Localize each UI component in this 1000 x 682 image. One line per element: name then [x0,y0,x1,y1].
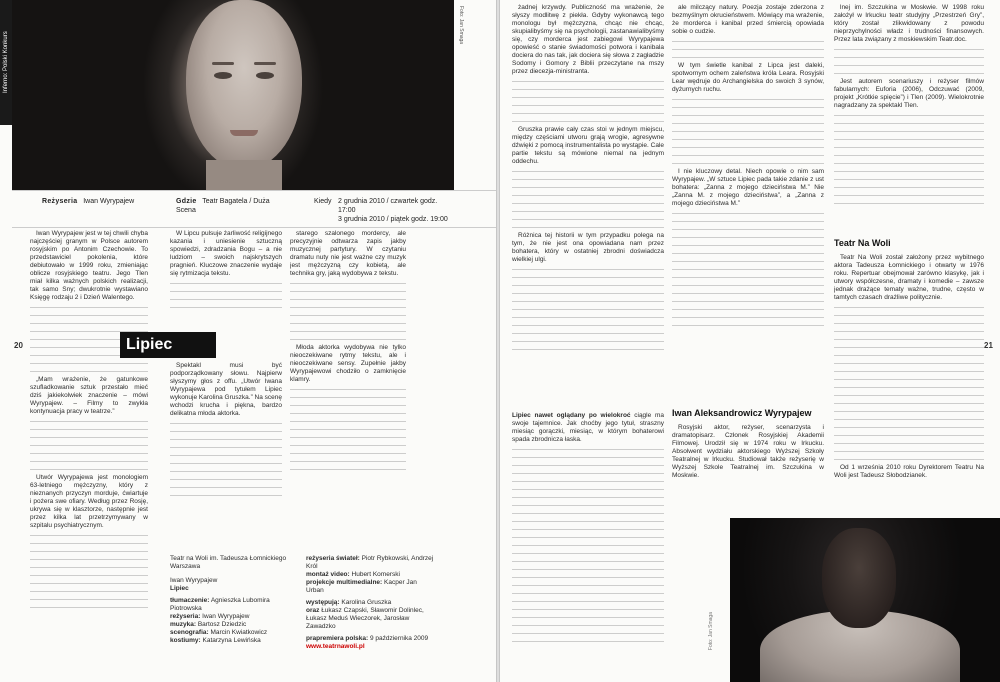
photo-credit: Foto: Jan Smaga [458,6,464,45]
right-column-3: lnej im. Szczukina w Moskwie. W 1998 roku założył w Irkucku teatr studyjny „Przestrzeń Gry”, który został zlikwidowany z powodu nieprzychylności władz i trudności finansowych. Przez lata związany z moskiewskim Teatr.doc. Jest autorem scenariuszy i reżyser filmów fabularnych: Euforia (2006), Odczuwać (2009, projekt „Krótkie spięcie”) i Tlen (2009). Wielokrotnie nagradzany za spektakl Tlen. [834,4,984,244]
article-title: Lipiec [120,332,216,358]
back-photo [730,518,1000,682]
column-1: Iwan Wyrypajew jest w tej chwili chyba najczęściej granym w Polsce autorem rosyjskim po Antonim Czechowie. To przedstawiciel pokolenia, które debiutowało w 1999 roku, zmieniając oblicze rosyjskiego teatru. Jego Tlen miał kilka ważnych polskich realizacji, tak samo Sny; dwukrotnie wystawiano Księgę rodzaju 2 i Dzień Walentego. „Mam wrażenie, że gatunkowe szufladkowanie sztuk przestało mieć dziś jakiekolwiek znaczenie – mówi Wyrypajew. – Filmy to zwykła kontynuacja pracy w teatrze.” Utwór Wyrypajewa jest monologiem 63-letniego mężczyzny, który z nieznanych przyczyn morduje, ćwiartuje i pożera swe ofiary. Według przez Rosję, ukrywa się w klasztorze, następnie jest przez kilka lat przetrzymywany w szpitalu psychiatrycznym. [30,230,148,665]
column-3: starego szalonego mordercy, ale precyzyjnie odtwarza zapis jakby muzycznej partytury. W czytaniu dramatu nuty nie jest ważne czy muzyk jest mężczyzną czy kobietą, ale technika gry, jaką wydobywa z tekstu. Młoda aktorka wydobywa nie tylko nieoczekiwane rytmy tekstu, ale i nieoczekiwane sensy. Zupełnie jakby Wyrypajewowi chodziło o zamknięcie klamry. [290,230,406,548]
left-page [0,0,496,682]
theatre-link[interactable]: www.teatrnawoli.pl [306,643,365,650]
bio-text: Rosyjski aktor, reżyser, scenarzysta i dramatopisarz. Członek Rosyjskiej Akademii Filmowej. Urodził się w 1974 roku w Irkucku. Absolwent wydziału aktorskiego Wyższej Szkoły Teatralnej w Irkucku. Studiował także reżyserię w Wyższej Szkole Teatralnej im. Szczukina w Moskwie. [672,424,824,479]
production-credits-2: reżyseria świateł: Piotr Rybkowski, Andrzej Król montaż video: Hubert Komerski projekcje multimedialne: Kacper Jan Urban występują: Karolina Gruszka oraz Łukasz Czapski, Sławomir Dolinlec, Łukasz Meduś Wieczorek, Jarosław Zawadzko prapremiera polska: 9 października 2009 www.teatrnawoli.pl [306,555,436,651]
date-1: 2 grudnia 2010 / czwartek godz. 17:00 [338,198,438,215]
right-column-1: żadnej krzywdy. Publiczność ma wrażenie, że słyszy modlitwę z piekła. Gdyby wykonawcą tego monologu był mężczyzna, chcąc nie chcąc, skupialibyśmy się na psychologii, zastanawialibyśmy się, czy morderca jest zabiegowi Wyrypajewa opowieść o stanie świadomości potwora i kanibala dociera do nas tak, jak dociera się słowa z zagładzie Sodomy i Gomory z Biblii przeczytane na mszy przez diecezja-ministranta. Gruszka prawie cały czas stoi w jednym miejscu, między częściami utworu grają wrogie, agresywne dźwięki z pomocą instrumentalista po wystąpie. Cale partie tekstu są mówione niemal na jednym oddechu. Różnica tej historii w tym przypadku polega na tym, że nie jest ona opowiadana nam przez bohatera, który w ostatniej zbrodni doświadcza wielkiej ulgi. [512,4,664,406]
info-bar [12,190,496,228]
theatre-text: Teatr Na Woli został założony przez wybitnego aktora Tadeusza Łomnickiego i otwarty w 1976 roku. Repertuar obejmował zarówno klasykę, jak i utwory współczesne, dramaty i komedie – zawsze jednak drażące tematy ważne, trudne, często w tamtych czasach drażliwe politycznie. Od 1 września 2010 roku Dyrektorem Teatru Na Woli jest Tadeusz Słobodzianek. [834,254,984,479]
face [186,0,302,170]
direction-info: Reżyseria Iwan Wyrypajew [42,198,135,205]
section-tab: Inferno: Polski Konkurs [0,0,12,125]
when-label: Kiedy [314,198,332,205]
right-page [500,0,1000,682]
page-number: 20 [14,341,23,350]
photo-credit-right: Foto: Jan Smaga [708,612,714,651]
production-credits-1: Teatr na Woli im. Tadeusza Łomnickiego Warszawa Iwan Wyrypajew Lipiec tłumaczenie: Agnieszka Lubomira Piotrowska reżyseria: Iwan Wyrypajew muzyka: Bartosz Dziedzic scenografia: Marcin Kwiatkowicz kostiumy: Katarzyna Lewińska [170,555,287,644]
page-number-right: 21 [984,341,993,350]
theatre-heading: Teatr Na Woli [834,238,891,248]
column-2: Spektakl musi być podporządkowany słowu. Najpierw słyszymy głos z offu. „Utwór Iwana Wyrypajewa pod tytułem Lipiec wykonuje Karolina Gruszka.” Na scenę wchodzi krucha i piękna, bardzo delikatna młoda aktorka. [170,362,282,547]
right-column-1-lower: Lipiec nawet oglądany po wielokroć ciągle ma swoje tajemnice. Jak choćby jego tytuł, straszny miesiąc gorączki, miesiąc, w którym bohaterowi spada zbrodnicza łaska. [512,412,664,674]
venue-info: Gdzie Teatr Bagatela / Duża Scena [176,198,270,215]
right-column-2: ale milczący natury. Poezja zostaje zderzona z bezmyślnym okrucieństwem. Mówiący ma wrażenie, że morderca i kanibal przed śmiercią opowiada sobie o cudzie. W tym świetle kanibal z Lipca jest daleki, spotwornym ochem zaleństwa króla Leara. Rosyjski Lear wędruje do Archangielska do swoich 3 synów, dyżurnych ruchu. I nie kluczowy detal. Niech opowie o nim sam Wyrypajew. „W sztuce Lipiec pada takie zdanie z ust bohatera: „Zanna z mojego dzieciństwa M.” Nie „Zanna M. z mojego dzieciństwa”, a „Zanna z mojego dzieciństwa M.” [672,4,824,404]
date-2: 3 grudnia 2010 / piątek godz. 19:00 [338,216,448,223]
column-2-top: W Lipcu pulsuje żarliwość religijnego kazania i uniesienie sztuczną spowiedzi, zdradzania Bogu – a nie ludziom – swoich najskrytszych pragnień. Kluczowe znaczenie wydaje się rytmizacja tekstu. [170,230,282,330]
bio-heading: Iwan Aleksandrowicz Wyrypajew [672,408,812,418]
portrait-photo [12,0,454,190]
